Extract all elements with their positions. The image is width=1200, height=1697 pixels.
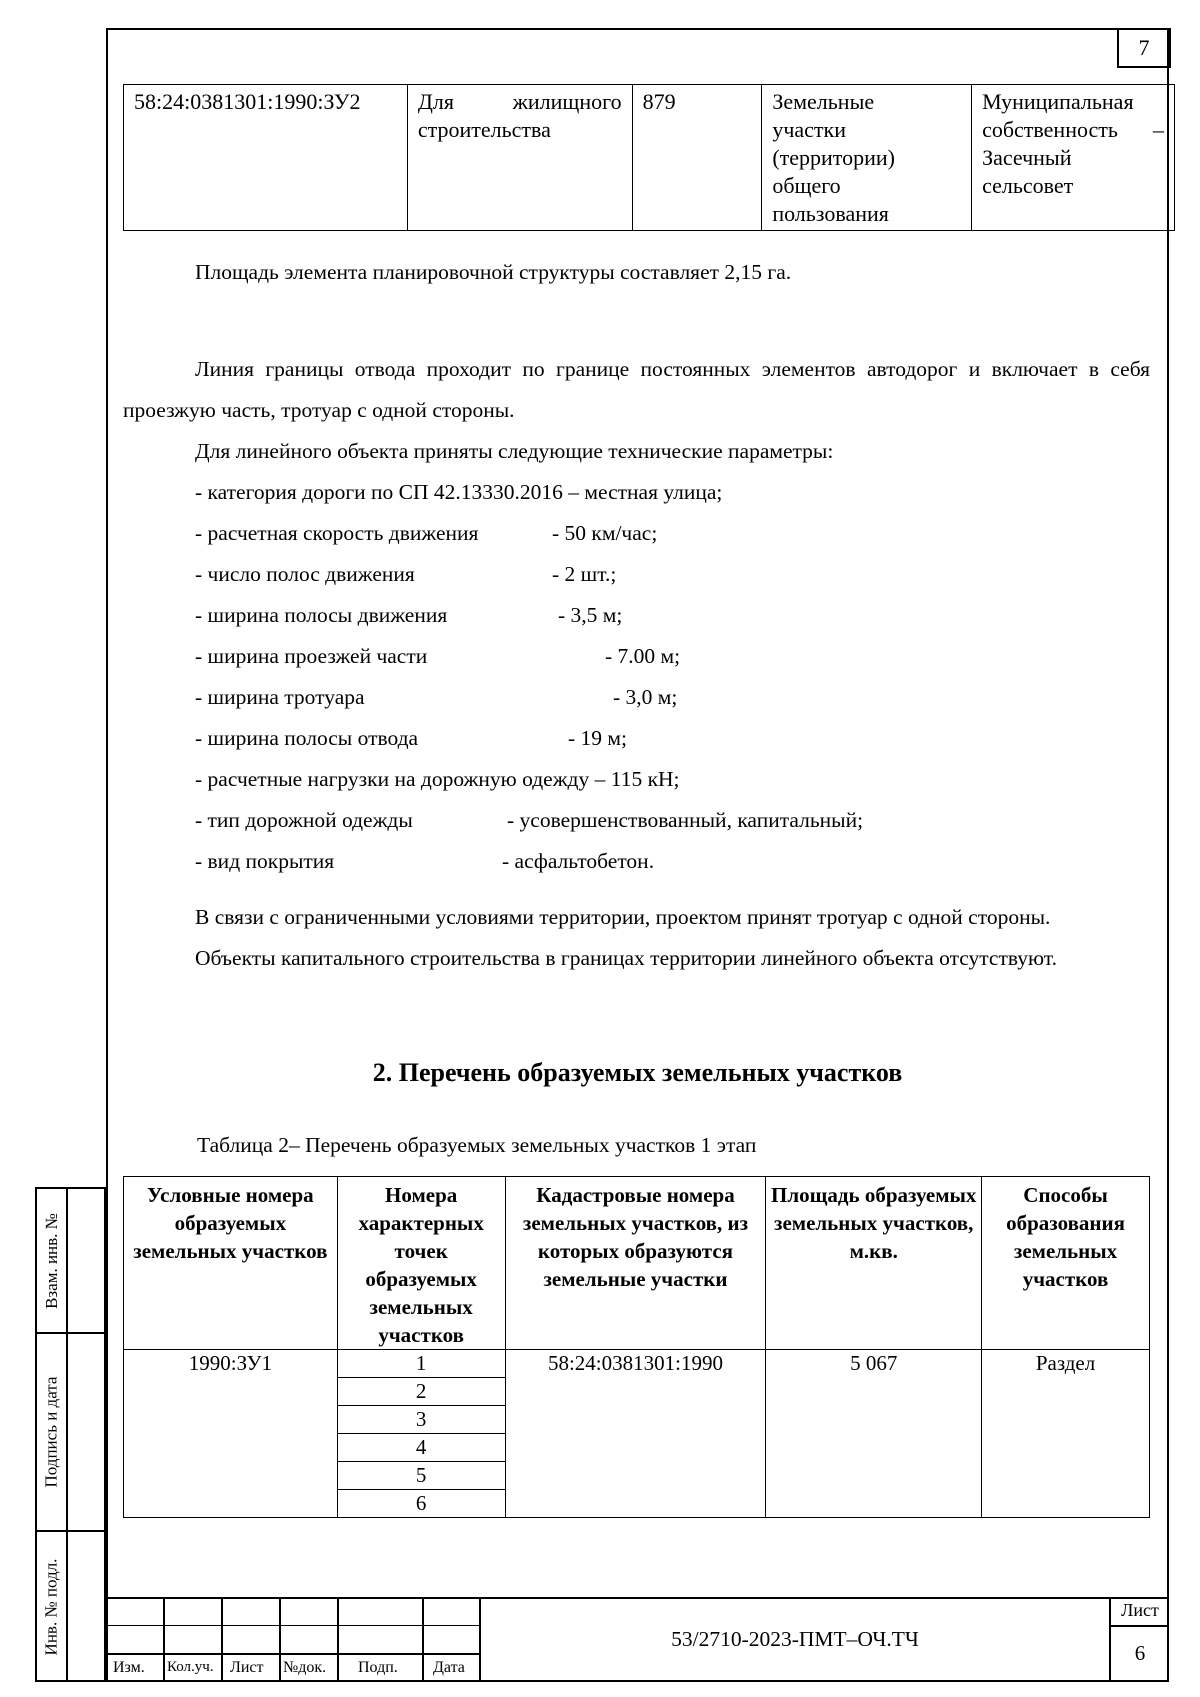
point-cell: 2 <box>337 1378 505 1406</box>
category-cell <box>762 85 972 231</box>
table-row <box>124 1350 1150 1378</box>
owner-line <box>982 116 1164 144</box>
owner-word: – <box>1153 117 1164 142</box>
table-row <box>124 85 1175 231</box>
category-line: участки <box>772 117 846 142</box>
param-label: - ширина полосы движения <box>195 603 448 627</box>
param-value: - 3,5 м; <box>558 603 623 627</box>
param-label: - расчетная скорость движения <box>195 521 479 545</box>
point-cell: 1 <box>337 1350 505 1378</box>
cadastral-cell: 58:24:0381301:1990 <box>505 1350 766 1518</box>
param-label: - ширина тротуара <box>195 685 365 709</box>
area-paragraph: Площадь элемента планировочной структуры составляет 2,15 га. <box>195 260 792 284</box>
owner-line: сельсовет <box>982 173 1074 198</box>
stamp-col-line <box>221 1597 223 1682</box>
side-label-text: Инв. № подл. <box>41 1558 61 1656</box>
document-code: 53/2710-2023-ПМТ–ОЧ.ТЧ <box>671 1627 919 1651</box>
params-list <box>195 472 1145 882</box>
stamp-col-podp: Подп. <box>358 1659 398 1676</box>
side-label-text: Взам. инв. № <box>41 1212 61 1309</box>
stamp-col-ndok: №док. <box>283 1659 327 1676</box>
side-label-inv <box>35 1532 68 1682</box>
area-cell: 5 067 <box>766 1350 982 1518</box>
param-value: - 2 шт.; <box>552 562 617 586</box>
param-item <box>195 595 1145 636</box>
param-value: - 7.00 м; <box>605 644 681 668</box>
header-conditional-number: Условные номера образуемых земельных участков <box>124 1177 338 1350</box>
param-label: - тип дорожной одежды <box>195 808 413 832</box>
point-cell: 3 <box>337 1406 505 1434</box>
param-label: - расчетные нагрузки на дорожную одежду – 115 кН; <box>195 767 680 791</box>
table-header-row <box>124 1177 1150 1350</box>
cadastral-cell <box>124 85 408 231</box>
formed-land-plots-table <box>123 1176 1150 1518</box>
stamp-col-izm: Изм. <box>113 1659 145 1676</box>
param-label: - категория дороги по СП 42.13330.2016 – местная улица; <box>195 480 723 504</box>
purpose-line-1 <box>418 88 622 116</box>
owner-cell <box>972 85 1175 231</box>
param-item <box>195 759 1145 800</box>
param-value: - 19 м; <box>568 726 627 750</box>
category-line: общего <box>772 173 841 198</box>
stamp-col-line <box>337 1597 339 1682</box>
conditional-number-cell: 1990:ЗУ1 <box>124 1350 338 1518</box>
side-label-vzam <box>35 1189 68 1332</box>
param-value: - 50 км/час; <box>552 521 658 545</box>
point-cell: 6 <box>337 1490 505 1518</box>
param-label: - ширина полосы отвода <box>195 726 419 750</box>
section-heading: 2. Перечень образуемых земельных участков <box>372 1058 903 1087</box>
point-cell: 4 <box>337 1434 505 1462</box>
cadastral-number: 58:24:0381301:1990:ЗУ2 <box>134 89 361 114</box>
param-item <box>195 636 1145 677</box>
border-paragraph: Линия границы отвода проходит по границе постоянных элементов автодорог и включает в себя проезжую часть, тротуар с одной стороны. <box>123 357 1150 422</box>
area-cell <box>632 85 762 231</box>
stamp-col-line <box>422 1597 424 1682</box>
param-item <box>195 677 1145 718</box>
stamp-col-kol: Кол.уч. <box>167 1659 214 1675</box>
param-item <box>195 513 1145 554</box>
owner-line: Засечный <box>982 145 1072 170</box>
param-label: - ширина проезжей части <box>195 644 428 668</box>
param-value: - асфальтобетон. <box>502 849 655 873</box>
sheet-label: Лист <box>1121 1600 1159 1620</box>
stamp-col-line <box>279 1597 281 1682</box>
method-cell: Раздел <box>982 1350 1150 1518</box>
param-label: - вид покрытия <box>195 849 335 873</box>
objects-paragraph: Объекты капитального строительства в границах территории линейного объекта отсутствуют. <box>195 946 1057 970</box>
point-cell: 5 <box>337 1462 505 1490</box>
category-line: Земельные <box>772 89 875 114</box>
header-method: Способы образования земельных участков <box>982 1177 1150 1350</box>
stamp-col-line <box>163 1597 165 1682</box>
header-cadastral: Кадастровые номера земельных участков, из которых образуются земельные участки <box>505 1177 766 1350</box>
header-points: Номера характерных точек образуемых земельных участков <box>337 1177 505 1350</box>
category-line: пользования <box>772 201 889 226</box>
side-label-podpis <box>35 1334 68 1530</box>
owner-word: собственность <box>982 117 1118 142</box>
stamp-top-line <box>106 1597 1169 1599</box>
param-item <box>195 472 1145 513</box>
param-item <box>195 718 1145 759</box>
side-label-text: Подпись и дата <box>41 1376 61 1488</box>
land-plot-table-continuation <box>123 84 1175 231</box>
param-value: - 3,0 м; <box>613 685 678 709</box>
purpose-word: жилищного <box>512 89 622 114</box>
params-intro: Для линейного объекта приняты следующие технические параметры: <box>195 439 834 463</box>
sheet-divider <box>1109 1625 1169 1627</box>
purpose-line-2: строительства <box>417 117 551 142</box>
sidewalk-paragraph: В связи с ограниченными условиями территории, проектом принят тротуар с одной стороны. <box>195 905 1051 929</box>
area-value: 879 <box>642 89 676 114</box>
table-caption: Таблица 2– Перечень образуемых земельных участков 1 этап <box>197 1133 757 1157</box>
purpose-word: Для <box>417 89 454 114</box>
param-value: - усовершенствованный, капитальный; <box>507 808 864 832</box>
sheet-number: 6 <box>1134 1641 1146 1665</box>
param-item <box>195 800 1145 841</box>
param-item <box>195 841 1145 882</box>
side-stamp-value-column <box>68 1187 106 1682</box>
category-line: (территории) <box>772 145 895 170</box>
param-label: - число полос движения <box>195 562 415 586</box>
stamp-col-list: Лист <box>230 1659 264 1676</box>
top-page-number: 7 <box>1117 28 1171 68</box>
stamp-col-data: Дата <box>433 1659 465 1676</box>
owner-line: Муниципальная <box>982 89 1134 114</box>
header-area: Площадь образуемых земельных участков, м.кв. <box>766 1177 982 1350</box>
param-item <box>195 554 1145 595</box>
purpose-cell <box>407 85 632 231</box>
